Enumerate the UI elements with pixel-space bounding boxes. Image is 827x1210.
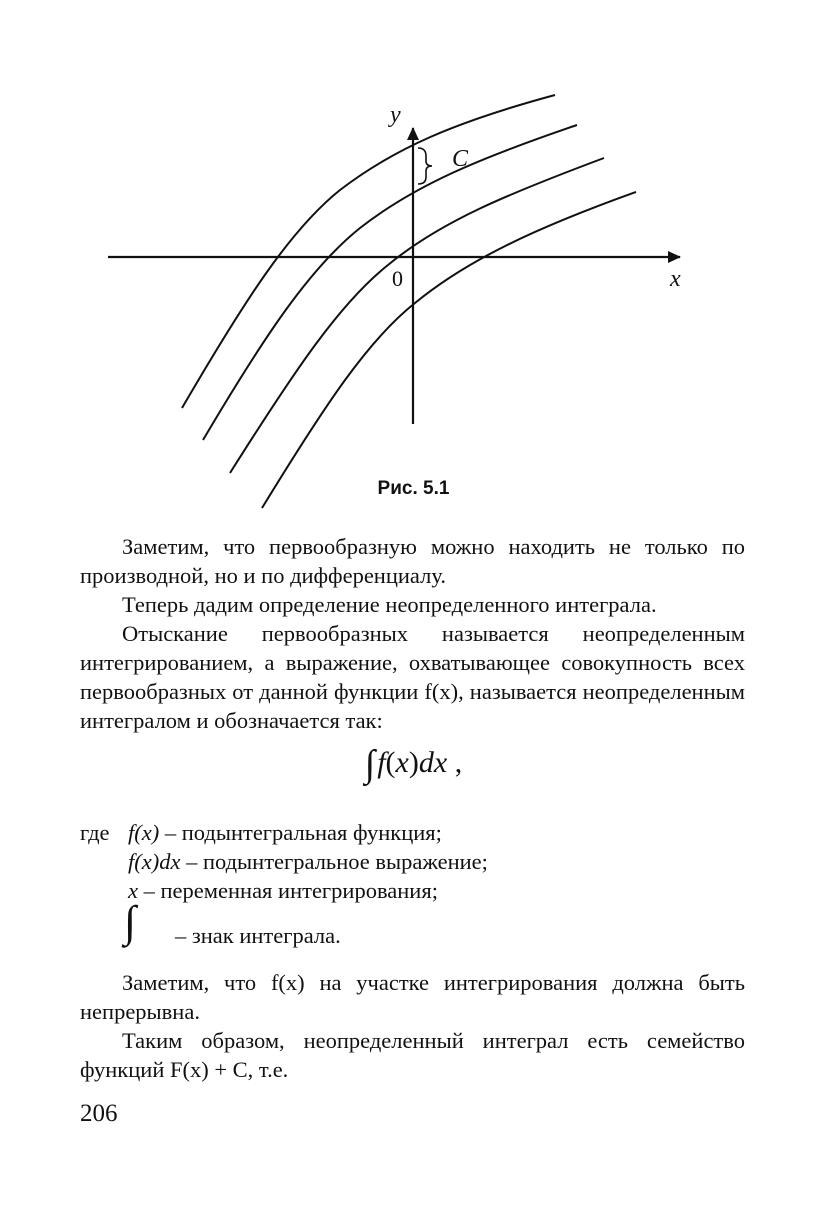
curve-1 bbox=[182, 95, 555, 408]
definition-3-symbol: x bbox=[128, 878, 138, 903]
body-text-bottom bbox=[80, 968, 745, 1084]
axis-y-label: y bbox=[390, 102, 401, 128]
integral-formula bbox=[0, 742, 827, 786]
paragraph-5: Таким образом, неопределенный интеграл есть семейство функций F(x) + C, т.е. bbox=[80, 1028, 745, 1082]
definition-3 bbox=[80, 876, 745, 905]
definition-4-text: – знак интеграла. bbox=[175, 923, 341, 948]
definition-2-symbol: f(x)dx bbox=[128, 849, 181, 874]
definition-2-text: – подынтегральное выражение; bbox=[180, 849, 488, 874]
formula-dx: dx bbox=[418, 746, 448, 779]
definition-1 bbox=[80, 818, 745, 847]
definition-3-text: – переменная интегрирования; bbox=[138, 878, 438, 903]
constant-label: C bbox=[452, 146, 469, 172]
formula-integrand: f bbox=[377, 746, 386, 779]
curve-3 bbox=[230, 158, 604, 473]
definition-4-symbol: ∫ bbox=[124, 897, 137, 946]
paragraph-3: Отыскание первообразных называется неопределенным интегрированием, а выражение, охватывающее совокупность всех первообразных от данной функции f(x), называется неопределенным интегралом и обозначается так: bbox=[80, 621, 745, 733]
axis-x-label: x bbox=[670, 266, 681, 292]
formula-trail: , bbox=[447, 746, 463, 779]
origin-label: 0 bbox=[392, 266, 403, 291]
paragraph-4: Заметим, что f(x) на участке интегрирования должна быть непрерывна. bbox=[80, 970, 745, 1024]
definition-4 bbox=[80, 897, 745, 967]
figure-integral-curves bbox=[0, 0, 827, 520]
body-text-top bbox=[80, 532, 745, 735]
paragraph-1: Заметим, что первообразную можно находить не только по производной, но и по дифференциалу. bbox=[80, 534, 745, 588]
definition-1-symbol: f(x) bbox=[128, 820, 160, 845]
integral-sign: ∫ bbox=[364, 743, 376, 785]
formula-var: x bbox=[395, 746, 409, 779]
constant-brace bbox=[418, 148, 432, 184]
formula-close-paren: ) bbox=[408, 746, 419, 779]
formula-open-paren: ( bbox=[385, 746, 396, 779]
definition-1-text: – подынтегральная функция; bbox=[159, 820, 442, 845]
definitions-lead: где bbox=[80, 820, 110, 845]
definition-2 bbox=[80, 847, 745, 876]
curve-4 bbox=[262, 192, 636, 508]
paragraph-2: Теперь дадим определение неопределенного интеграла. bbox=[122, 592, 657, 617]
definitions-list bbox=[80, 818, 745, 967]
figure-caption: Рис. 5.1 bbox=[377, 478, 450, 499]
page-number: 206 bbox=[80, 1100, 118, 1127]
